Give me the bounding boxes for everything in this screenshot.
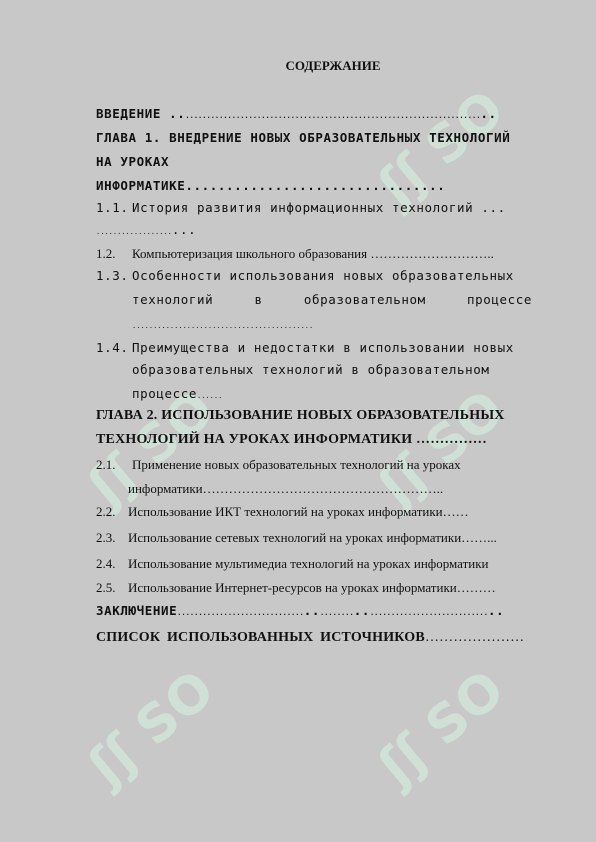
chapter2-line1: ГЛАВА 2. ИСПОЛЬЗОВАНИЕ НОВЫХ ОБРАЗОВАТЕЛЬНЫХ — [96, 408, 505, 423]
item-number: 1.1. — [96, 200, 129, 215]
svg-text:ʃʃ SOFF: ʃʃ SOFF — [367, 63, 525, 218]
chapter1-line2: НА УРОКАХ — [96, 154, 170, 169]
conclusion-dots: .............................. — [177, 609, 304, 617]
watermark-logo — [345, 643, 524, 816]
chapter1-line1: ГЛАВА 1. ВНЕДРЕНИЕ НОВЫХ ОБРАЗОВАТЕЛЬНЫХ ТЕХНОЛОГИЙ — [96, 130, 511, 145]
item-number: 1.4. — [96, 340, 129, 355]
conclusion-dots: .. — [303, 603, 320, 618]
conclusion-dots: .. — [487, 603, 505, 618]
toc-item-2-1-line2: информатики……………………………………………….. — [128, 481, 444, 496]
toc-item-1-4 — [96, 340, 514, 355]
item-word: в — [254, 292, 263, 307]
toc-item-1-3 — [96, 268, 514, 283]
item-dots-small: .................. — [96, 228, 172, 236]
toc-item-2-4 — [96, 556, 489, 572]
toc-item-1-2 — [96, 246, 494, 262]
toc-item-2-5 — [96, 580, 496, 596]
toc-item-1-3-line2 — [132, 292, 532, 307]
toc-intro — [96, 106, 497, 121]
svg-text:ʃʃ SOFF: ʃʃ SOFF — [367, 363, 525, 518]
toc-item-2-2 — [96, 504, 469, 520]
svg-text:ʃʃ SOFF: ʃʃ SOFF — [367, 643, 525, 798]
item-number: 2.5. — [96, 580, 116, 595]
chapter2-line2: ТЕХНОЛОГИЙ НА УРОКАХ ИНФОРМАТИКИ …………… — [96, 432, 487, 447]
toc-item-1-3-dots — [132, 316, 313, 331]
conclusion-label: ЗАКЛЮЧЕНИЕ — [96, 603, 178, 618]
item-text: Компьютеризация школьного образования ……………………….. — [132, 246, 494, 261]
svg-text:ʃʃ SOFF: ʃʃ SOFF — [77, 643, 235, 798]
svg-text:ʃʃ SOFF: ʃʃ SOFF — [77, 363, 235, 518]
item-text: Использование ИКТ технологий на уроках информатики…… — [128, 504, 469, 519]
item-number: 2.1. — [96, 457, 116, 472]
item-word: образовательном — [303, 292, 426, 307]
toc-item-1-1 — [96, 200, 506, 215]
sources-dots: ………………… — [424, 630, 525, 645]
conclusion-dots: ........ — [319, 609, 354, 617]
item-text: Использование мультимедиа технологий на уроках информатики — [128, 556, 489, 571]
item-dots: ...... — [197, 392, 223, 400]
item-number: 1.3. — [96, 268, 129, 283]
toc-item-2-3 — [96, 530, 497, 546]
intro-dots-small: ...................................................................... — [185, 112, 481, 120]
sources-label: СПИСОК ИСПОЛЬЗОВАННЫХ ИСТОЧНИКОВ — [96, 630, 425, 645]
toc-item-1-4-line3 — [132, 386, 222, 401]
item-number: 2.3. — [96, 530, 116, 545]
toc-item-1-4-line2: образовательных технологий в образовательном — [132, 362, 490, 377]
item-text: Преимущества и недостатки в использовании новых — [132, 340, 514, 355]
toc-sources — [96, 630, 524, 646]
toc-item-2-1 — [96, 457, 461, 473]
chapter1-line3: ИНФОРМАТИКЕ................................ — [96, 178, 446, 193]
page-title: СОДЕРЖАНИЕ — [285, 58, 381, 73]
item-text: Особенности использования новых образовательных — [132, 268, 514, 283]
intro-dots-end: .. — [480, 106, 497, 121]
item-word: процессе — [466, 292, 532, 307]
toc-conclusion — [96, 603, 504, 618]
item-text: Использование Интернет-ресурсов на уроках информатики……… — [128, 580, 496, 595]
conclusion-dots: .. — [353, 603, 370, 618]
item-dots-small: ........................................... — [132, 322, 314, 330]
intro-label: ВВЕДЕНИЕ — [96, 106, 162, 121]
watermark-logo — [55, 643, 234, 816]
conclusion-dots: ............................ — [369, 609, 488, 617]
intro-dots: .. — [161, 106, 186, 121]
item-dots: ... — [171, 222, 197, 237]
item-number: 2.2. — [96, 504, 116, 519]
item-text: процессе — [132, 386, 198, 401]
item-text: Использование сетевых технологий на уроках информатики……... — [128, 530, 497, 545]
toc-item-1-1-cont — [96, 222, 196, 237]
item-word: технологий — [132, 292, 214, 307]
item-text: История развития информационных технологий ... — [132, 200, 506, 215]
item-number: 2.4. — [96, 556, 116, 571]
item-text: Применение новых образовательных технологий на уроках — [132, 457, 461, 472]
item-number: 1.2. — [96, 246, 116, 261]
